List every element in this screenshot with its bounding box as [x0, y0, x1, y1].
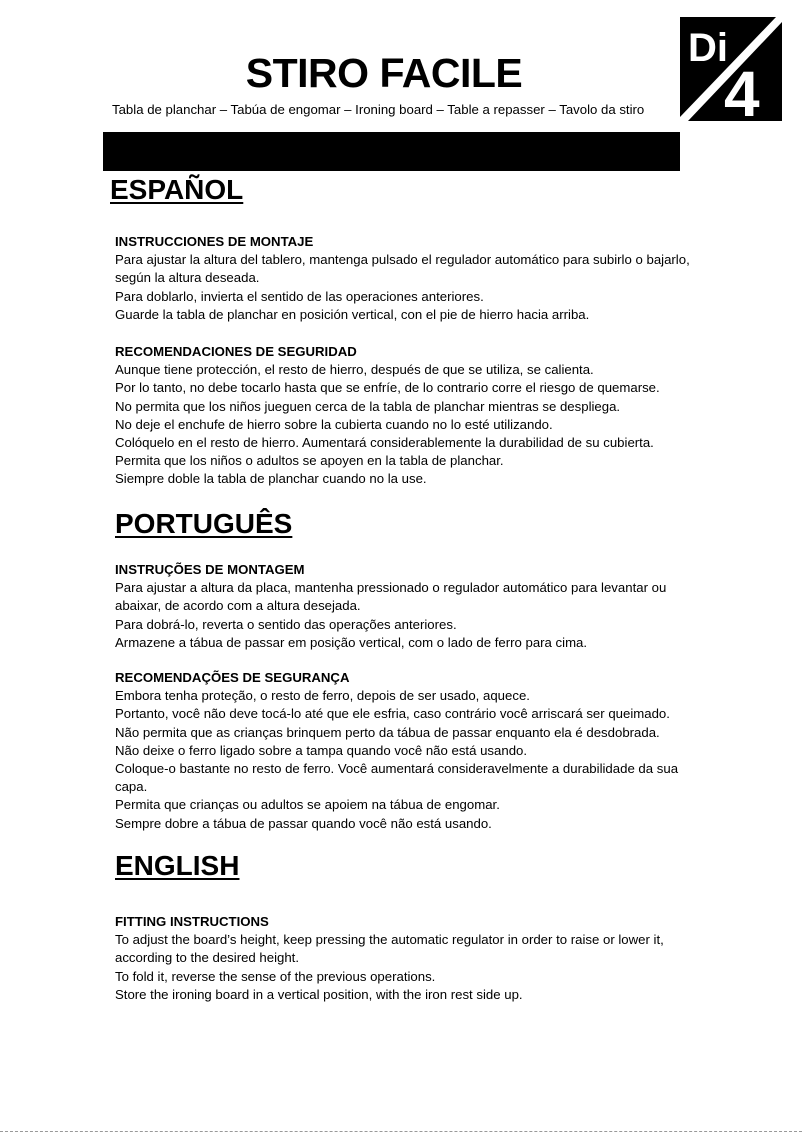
heading-espanol: ESPAÑOL [110, 174, 244, 205]
text-line: Embora tenha proteção, o resto de ferro, depois de ser usado, aquece. [115, 688, 530, 704]
text-line: Sempre dobre a tábua de passar quando você não está usando. [115, 815, 492, 831]
text-line: Para doblarlo, invierta el sentido de las operaciones anteriores. [115, 288, 484, 304]
section-fitting-instructions [115, 913, 705, 1004]
section-instrucciones-montaje [115, 233, 705, 324]
logo-text-4: 4 [724, 58, 760, 121]
section-title: FITTING INSTRUCTIONS [115, 914, 269, 929]
text-line: Aunque tiene protección, el resto de hierro, después de que se utiliza, se calienta. [115, 362, 594, 378]
section-recomendaciones-seguridad [115, 343, 705, 489]
text-line: Não permita que as crianças brinquem perto da tábua de passar enquanto ela é desdobrada. [115, 724, 660, 740]
text-line: Para dobrá-lo, reverta o sentido das operações anteriores. [115, 616, 457, 632]
text-line: Siempre doble la tabla de planchar cuando no la use. [115, 471, 427, 487]
text-line: To adjust the board’s height, keep pressing the automatic regulator in order to raise or lower it, according to the desired height. [115, 932, 664, 966]
page-bottom-rule [0, 1131, 802, 1132]
section-title: RECOMENDAÇÕES DE SEGURANÇA [115, 670, 350, 685]
text-line: Não deixe o ferro ligado sobre a tampa quando você não está usando. [115, 742, 528, 758]
text-line: Armazene a tábua de passar em posição vertical, com o lado de ferro para cima. [115, 634, 588, 650]
document-title: STIRO FACILE [245, 50, 523, 96]
text-line: Para ajustar a altura da placa, mantenha pressionado o regulador automático para levantar ou abaixar, de acordo com a altura desejada. [115, 580, 667, 614]
text-line: Guarde la tabla de planchar en posición vertical, con el pie de hierro hacia arriba. [115, 306, 590, 322]
section-title: INSTRUÇÕES DE MONTAGEM [115, 562, 305, 577]
text-line: Permita que los niños o adultos se apoyen en la tabla de planchar. [115, 453, 504, 469]
text-line: To fold it, reverse the sense of the previous operations. [115, 968, 436, 984]
section-recomendacoes-seguranca [115, 669, 705, 833]
header-black-bar [103, 132, 680, 171]
text-line: Portanto, você não deve tocá-lo até que ele esfria, caso contrário você arriscará ser queimado. [115, 706, 670, 722]
text-line: Por lo tanto, no debe tocarlo hasta que se enfríe, de lo contrario corre el riesgo de quemarse. [115, 380, 660, 396]
text-line: No permita que los niños jueguen cerca de la tabla de planchar mientras se despliega. [115, 398, 621, 414]
section-instrucoes-montagem [115, 561, 705, 652]
text-line: Para ajustar la altura del tablero, mantenga pulsado el regulador automático para subirlo o bajarlo, según la altura deseada. [115, 252, 690, 286]
text-line: No deje el enchufe de hierro sobre la cubierta cuando no lo esté utilizando. [115, 416, 553, 432]
heading-portugues: PORTUGUÊS [115, 508, 293, 539]
di4-logo [680, 17, 782, 121]
document-subtitle: Tabla de planchar – Tabúa de engomar – Ironing board – Table a repasser – Tavolo da stiro [112, 102, 645, 117]
text-line: Colóquelo en el resto de hierro. Aumentará considerablemente la durabilidad de su cubierta. [115, 435, 654, 451]
heading-english: ENGLISH [115, 850, 240, 881]
logo-text-di: Di [688, 26, 728, 70]
section-title: RECOMENDACIONES DE SEGURIDAD [115, 344, 357, 359]
text-line: Coloque-o bastante no resto de ferro. Você aumentará consideravelmente a durabilidade da sua capa. [115, 761, 679, 795]
text-line: Permita que crianças ou adultos se apoiem na tábua de engomar. [115, 797, 500, 813]
text-line: Store the ironing board in a vertical position, with the iron rest side up. [115, 986, 523, 1002]
section-title: INSTRUCCIONES DE MONTAJE [115, 234, 314, 249]
